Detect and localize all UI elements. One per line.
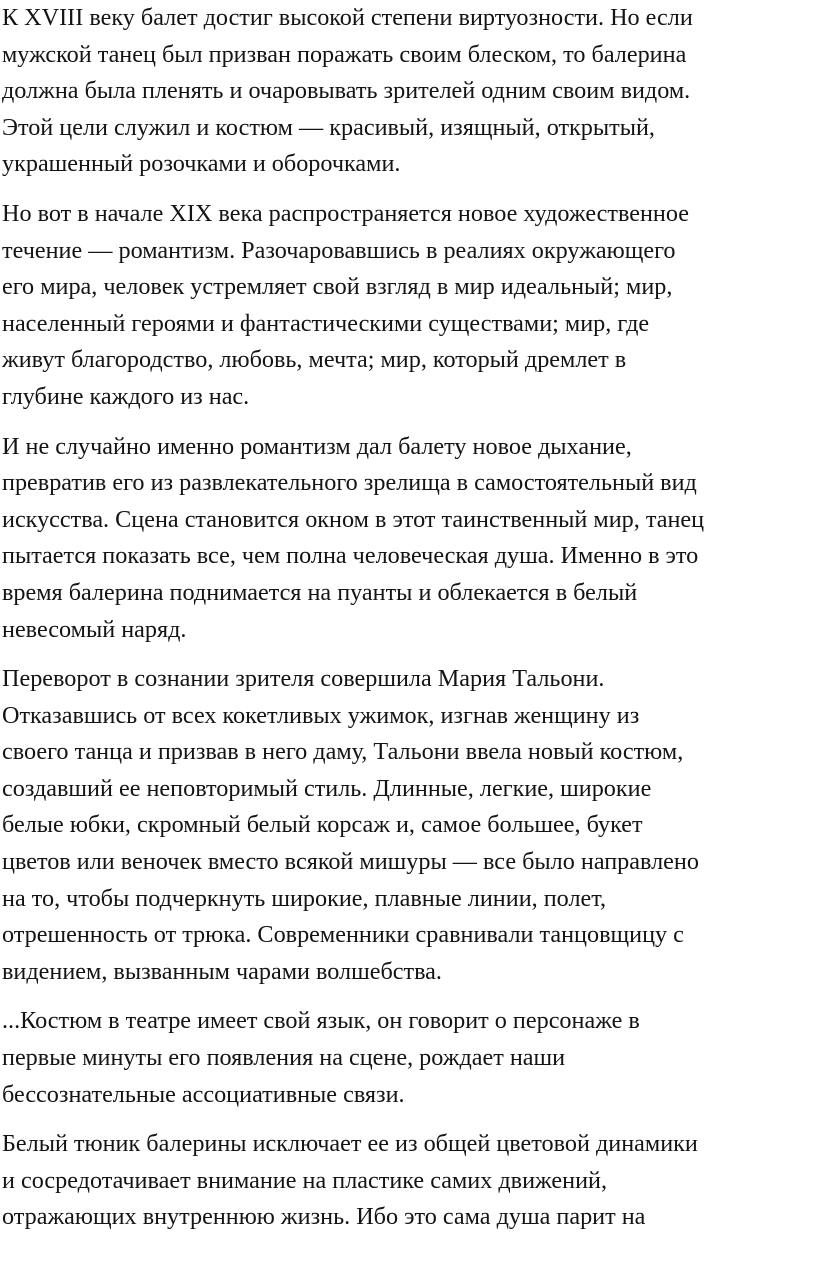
text-line: и сосредотачивает внимание на пластике самих движений, (2, 1166, 608, 1194)
paragraph-2 (2, 196, 816, 416)
paragraph-4 (2, 661, 816, 990)
text-line: искусства. Сцена становится окном в этот таинственный мир, танец (2, 505, 705, 533)
paragraph-3 (2, 429, 816, 649)
text-line: превратив его из развлекательного зрелища в самостоятельный вид (2, 469, 697, 497)
paragraph-6 (2, 1126, 816, 1236)
text-line: должна была пленять и очаровывать зрителей одним своим видом. (2, 77, 691, 105)
text-line: ...Костюм в театре имеет свой язык, он говорит о персонаже в (2, 1007, 640, 1035)
text-line: пытается показать все, чем полна человеческая душа. Именно в это (2, 542, 699, 570)
text-line: своего танца и призвав в него даму, Тальони ввела новый костюм, (2, 738, 684, 766)
text-line: К XVIII веку балет достиг высокой степени виртуозности. Но если (2, 4, 693, 31)
text-line: украшенный розочками и оборочками. (2, 150, 401, 178)
text-line: живут благородство, любовь, мечта; мир, который дремлет в (2, 346, 627, 374)
text-line: его мира, человек устремляет свой взгляд в мир идеальный; мир, (2, 273, 673, 301)
text-line: цветов или веночек вместо всякой мишуры — все было направлено (2, 848, 699, 876)
text-line: Этой цели служил и костюм — красивый, изящный, открытый, (2, 113, 655, 141)
text-line: населенный героями и фантастическими существами; мир, где (2, 309, 650, 337)
paragraph-5 (2, 1003, 816, 1113)
text-line: Отказавшись от всех кокетливых ужимок, изгнав женщину из (2, 701, 640, 729)
paragraph-1 (2, 0, 816, 183)
text-line: Белый тюник балерины исключает ее из общей цветовой динамики (2, 1130, 698, 1158)
text-line: видением, вызванным чарами волшебства. (2, 957, 442, 985)
text-line: отражающих внутреннюю жизнь. Ибо это сама душа парит на (2, 1203, 646, 1231)
text-line: глубине каждого из нас. (2, 382, 250, 410)
text-line: мужской танец был призван поражать своим блеском, то балерина (2, 40, 687, 68)
text-line: бессознательные ассоциативные связи. (2, 1080, 405, 1108)
text-line: белые юбки, скромный белый корсаж и, самое большее, букет (2, 811, 643, 839)
text-line: Но вот в начале XIX века распространяется новое художественное (2, 199, 689, 227)
text-line: время балерина поднимается на пуанты и облекается в белый (2, 578, 638, 606)
document-body (2, 0, 816, 1249)
text-line: Переворот в сознании зрителя совершила Мария Тальони. (2, 665, 605, 693)
text-line: создавший ее неповторимый стиль. Длинные, легкие, широкие (2, 774, 652, 802)
text-line: И не случайно именно романтизм дал балету новое дыхание, (2, 432, 632, 460)
text-line: отрешенность от трюка. Современники сравнивали танцовщицу с (2, 921, 684, 949)
text-line: невесомый наряд. (2, 615, 187, 643)
text-line: течение — романтизм. Разочаровавшись в реалиях окружающего (2, 236, 676, 264)
text-line: первые минуты его появления на сцене, рождает наши (2, 1044, 566, 1072)
text-line: на то, чтобы подчеркнуть широкие, плавные линии, полет, (2, 884, 607, 912)
